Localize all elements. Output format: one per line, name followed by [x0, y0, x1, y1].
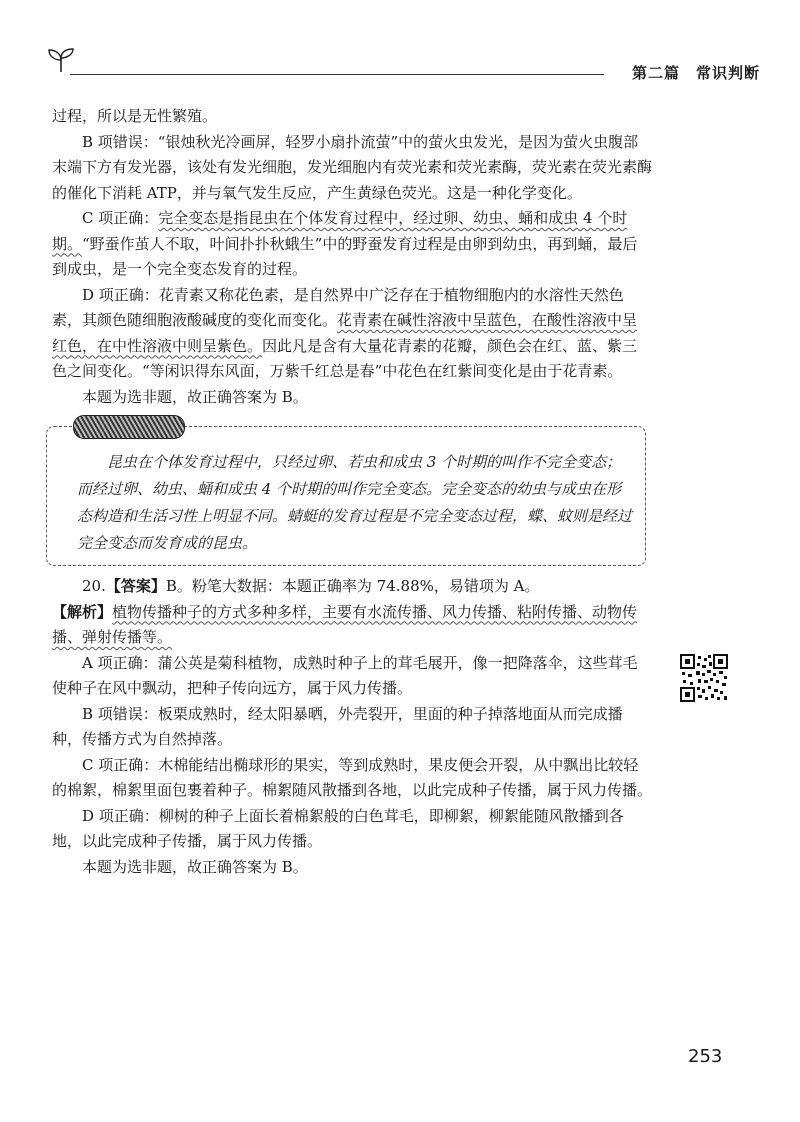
- conclusion: 本题为选非题，故正确答案为 B。: [82, 857, 308, 876]
- paragraph: 过程，所以是无性繁殖。: [52, 107, 218, 125]
- answer-text: B。粉笔大数据：本题正确率为 74.88%，易错项为 A。: [165, 577, 540, 595]
- question-20-analysis: [52, 600, 652, 651]
- paragraph-option-c: C 项正确：木棉能结出椭球形的果实，等到成熟时，果皮便会开裂，从中飘出比较轻的棉絮，棉絮里面包裹着种子。棉絮随风散播到各地，以此完成种子传播，属于风力传播。: [52, 755, 653, 799]
- option-label: C 项正确：: [82, 209, 159, 227]
- paragraph-option-b: B 项错误：“银烛秋光冷画屏，轻罗小扇扑流萤”中的萤火虫发光，是因为萤火虫腹部末端下方有发光器，该处有发光细胞，发光细胞内有荧光素和荧光素酶，荧光素在荧光素酶的催化下消耗 ATP，并与氧气发生反应，产生黄绿色荧光。这是一种化学变化。: [52, 132, 653, 202]
- page-number: 253: [688, 1046, 723, 1067]
- option-text: D 项正确：花青素又称花色素，是自然界中广泛存在于植物细胞内的水溶性天然色素，其颜色随细胞液酸碱度的变化而变化。: [52, 285, 624, 329]
- knowledge-note-box: [46, 426, 646, 566]
- qr-code-icon[interactable]: [680, 654, 728, 702]
- paragraph-option-a: A 项正确：蒲公英是菊科植物，成熟时种子上的茸毛展开，像一把降落伞，这些茸毛使种子在风中飘动，把种子传向远方，属于风力传播。: [52, 653, 638, 697]
- section-title: 第二篇 常识判断: [631, 64, 760, 82]
- option-text: “野蚕作茧人不取，叶间扑扑秋蛾生”中的野蚕发育过程是由卵到幼虫，再到蛹，最后到成虫，是一个完全变态发育的过程。: [52, 234, 638, 278]
- paragraph-option-d: [52, 283, 652, 385]
- sprout-icon: [46, 44, 76, 74]
- key-point: 花青素在碱性溶液中呈蓝色，在酸性溶液中呈红色，在中性溶液中则呈紫色。: [52, 311, 638, 355]
- key-point: 完全变态是指昆虫在个体发育过程中，经过卵、幼虫、蛹和成虫 4 个时期。: [52, 209, 628, 253]
- note-tag-badge: [73, 415, 185, 439]
- header-rule: [70, 74, 604, 75]
- page-header: [40, 44, 760, 84]
- note-text: 昆虫在个体发育过程中，只经过卵、若虫和成虫 3 个时期的叫作不完全变态；而经过卵、幼虫、蛹和成虫 4 个时期的叫作完全变态。完全变态的幼虫与成虫在形态构造和生活习性上明显不同。蜻蜓的发育过程是不完全变态过程，蝶、蚊则是经过完全变态而发育成的昆虫。: [77, 453, 633, 552]
- answer-label: 【答案】: [105, 577, 166, 595]
- key-point: 植物传播种子的方式多种多样，主要有水流传播、风力传播、粘附传播、动物传播、弹射传播等。: [52, 602, 638, 646]
- paragraph-option-b: B 项错误：板栗成熟时，经太阳暴晒，外壳裂开，里面的种子掉落地面从而完成播种，传播方式为自然掉落。: [52, 704, 623, 748]
- paragraph-option-c: [52, 206, 652, 283]
- option-text: 因此凡是含有大量花青素的花瓣，颜色会在红、蓝、紫三色之间变化。“等闲识得东风面，万紫千红总是春”中花色在红紫间变化是由于花青素。: [52, 336, 638, 380]
- analysis-label: 【解析】: [52, 602, 113, 621]
- page-body: [52, 104, 652, 880]
- question-number: 20.: [82, 577, 106, 595]
- paragraph-option-d: D 项正确：柳树的种子上面长着棉絮般的白色茸毛，即柳絮，柳絮能随风散播到各地，以此完成种子传播，属于风力传播。: [52, 806, 624, 850]
- question-20-answer: [52, 574, 652, 600]
- conclusion: 本题为选非题，故正确答案为 B。: [82, 387, 308, 406]
